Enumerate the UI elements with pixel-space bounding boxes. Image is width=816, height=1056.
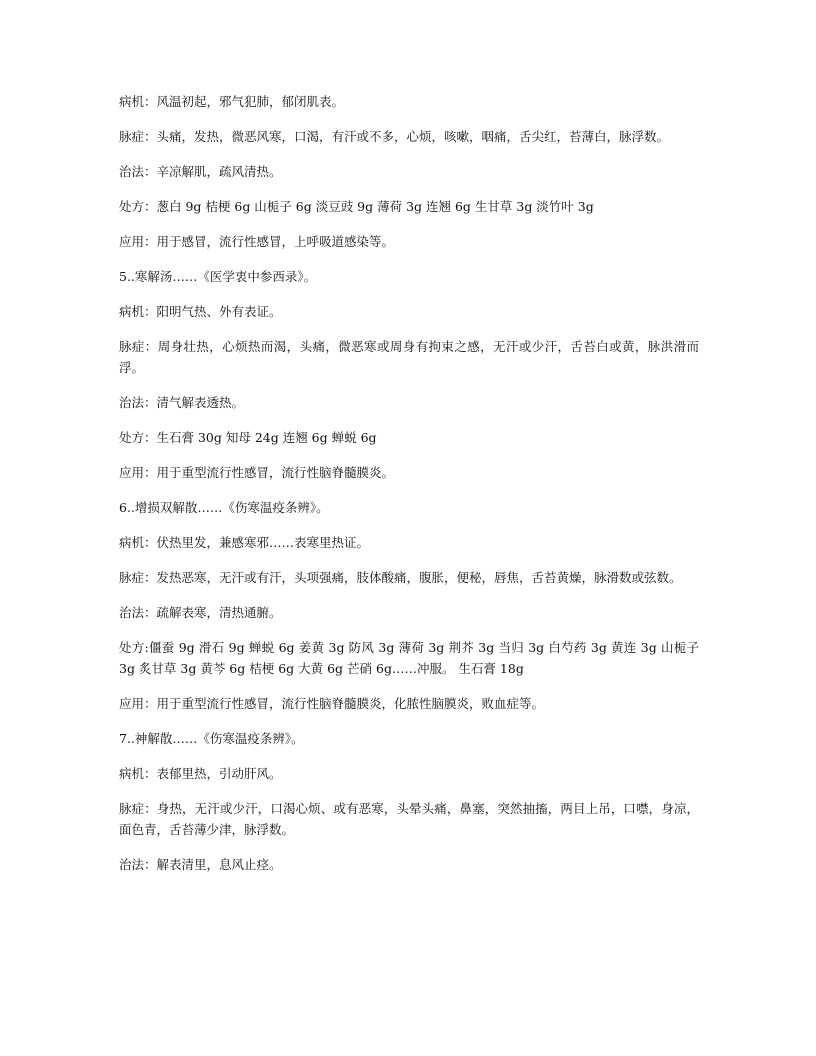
paragraph-prescription-6: 处方:僵蚕 9g 滑石 9g 蝉蜕 6g 姜黄 3g 防风 3g 薄荷 3g 荆芥 3g 当归 3g 白芍药 3g 黄连 3g 山栀子 3g 炙甘草 3g 黄芩 6g 桔梗 6g 大黄 6g 芒硝 6g……冲服。 生石膏 18g: [119, 640, 703, 676]
paragraph-symptoms-6: 脉症：发热恶寒，无汗或有汗，头项强痛，肢体酸痛，腹胀，便秘，唇焦，舌苔黄燥，脉滑数或弦数。: [119, 570, 682, 585]
paragraph-application-6: 应用：用于重型流行性感冒，流行性脑脊髓膜炎，化脓性脑膜炎，败血症等。: [119, 696, 545, 711]
paragraph-symptoms-7: 脉症：身热，无汗或少汗，口渴心烦、或有恶寒，头晕头痛，鼻塞，突然抽搐，两目上吊，口噤，身凉，面色青，舌苔薄少津，脉浮数。: [119, 801, 699, 837]
paragraph-treatment-5: 治法：清气解表透热。: [119, 395, 245, 410]
paragraph-prescription-1: 处方：葱白 9g 桔梗 6g 山栀子 6g 淡豆豉 9g 薄荷 3g 连翘 6g 生甘草 3g 淡竹叶 3g: [119, 199, 594, 214]
paragraph-application-5: 应用：用于重型流行性感冒，流行性脑脊髓膜炎。: [119, 465, 395, 480]
paragraph-treatment-6: 治法：疏解表寒，清热通腑。: [119, 605, 282, 620]
paragraph-pathogenesis-5: 病机：阳明气热、外有表证。: [119, 304, 282, 319]
paragraph-application-1: 应用：用于感冒，流行性感冒，上呼吸道感染等。: [119, 234, 395, 249]
section-heading-6: 6..增损双解散……《伤寒温疫条辨》。: [119, 500, 329, 515]
section-heading-5: 5..寒解汤……《医学衷中参西录》。: [119, 269, 317, 284]
paragraph-symptoms-1: 脉症：头痛，发热，微恶风寒，口渴，有汗或不多，心烦，咳嗽，咽痛，舌尖红，苔薄白，脉浮数。: [119, 129, 670, 144]
paragraph-pathogenesis-1: 病机：风温初起，邪气犯肺，郁闭肌表。: [119, 94, 345, 109]
document-page: [119, 91, 703, 889]
paragraph-symptoms-5: 脉症：周身壮热，心烦热而渴，头痛，微恶寒或周身有拘束之感，无汗或少汗，舌苔白或黄，脉洪滑而浮。: [119, 339, 699, 375]
section-heading-7: 7..神解散……《伤寒温疫条辨》。: [119, 731, 304, 746]
paragraph-pathogenesis-7: 病机：表郁里热，引动肝风。: [119, 766, 282, 781]
paragraph-treatment-7: 治法：解表清里，息风止痉。: [119, 857, 282, 872]
paragraph-prescription-5: 处方：生石膏 30g 知母 24g 连翘 6g 蝉蜕 6g: [119, 430, 377, 445]
paragraph-treatment-1: 治法：辛凉解肌，疏风清热。: [119, 164, 282, 179]
paragraph-pathogenesis-6: 病机：伏热里发，兼感寒邪……表寒里热证。: [119, 535, 370, 550]
